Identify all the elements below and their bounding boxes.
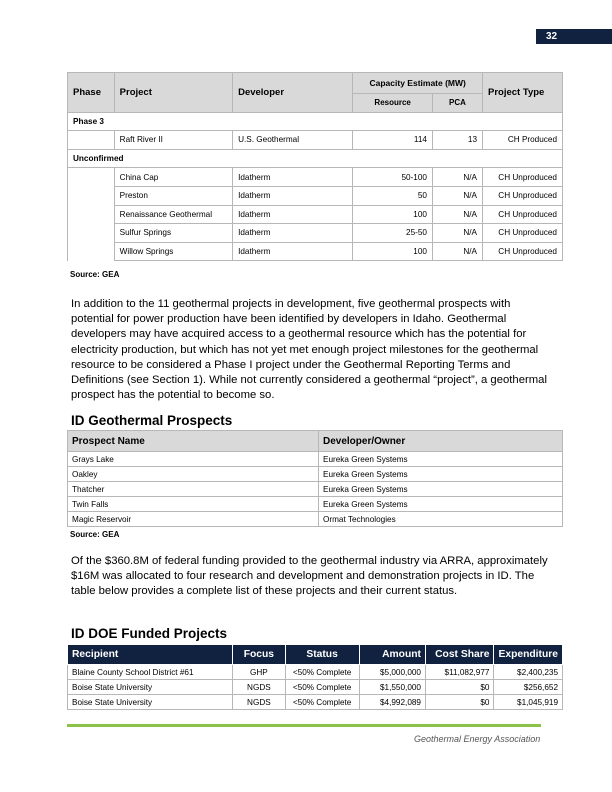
developer-cell: U.S. Geothermal xyxy=(233,131,353,150)
developer-cell: Idatherm xyxy=(233,224,353,243)
recipient-cell: Boise State University xyxy=(68,680,233,695)
table-row xyxy=(68,482,563,497)
phase-table-body xyxy=(68,112,563,261)
footer-text: Geothermal Energy Association xyxy=(414,734,541,744)
type-cell: CH Produced xyxy=(483,131,563,150)
prospects-source: Source: GEA xyxy=(70,530,120,539)
group-row xyxy=(68,149,563,168)
col-developer-owner: Developer/Owner xyxy=(319,431,563,452)
col-developer: Developer xyxy=(233,73,353,113)
pca-cell: N/A xyxy=(432,168,482,187)
type-cell: CH Unproduced xyxy=(483,186,563,205)
phase-cell xyxy=(68,168,115,187)
prospect-name-cell: Magic Reservoir xyxy=(68,512,319,527)
status-cell: <50% Complete xyxy=(285,680,359,695)
status-cell: <50% Complete xyxy=(285,665,359,680)
project-cell: Preston xyxy=(114,186,232,205)
resource-cell: 50-100 xyxy=(353,168,433,187)
col-type: Project Type xyxy=(483,73,563,113)
recipient-cell: Blaine County School District #61 xyxy=(68,665,233,680)
phase-cell xyxy=(68,131,115,150)
project-cell: China Cap xyxy=(114,168,232,187)
cost-share-cell: $11,082,977 xyxy=(425,665,494,680)
developer-cell: Idatherm xyxy=(233,205,353,224)
resource-cell: 100 xyxy=(353,242,433,261)
table-row xyxy=(68,497,563,512)
group-label: Unconfirmed xyxy=(68,149,563,168)
amount-cell: $1,550,000 xyxy=(359,680,425,695)
footer-rule xyxy=(67,724,541,727)
owner-cell: Eureka Green Systems xyxy=(319,497,563,512)
resource-cell: 100 xyxy=(353,205,433,224)
table-row xyxy=(68,512,563,527)
table-row xyxy=(68,168,563,187)
col-resource: Resource xyxy=(353,94,433,113)
pca-cell: N/A xyxy=(432,224,482,243)
cost-share-cell: $0 xyxy=(425,680,494,695)
phase-cell xyxy=(68,205,115,224)
prospects-table-body xyxy=(68,452,563,527)
pca-cell: N/A xyxy=(432,242,482,261)
col-focus: Focus xyxy=(233,645,286,665)
project-cell: Willow Springs xyxy=(114,242,232,261)
pca-cell: N/A xyxy=(432,186,482,205)
doe-title: ID DOE Funded Projects xyxy=(71,626,228,641)
group-label: Phase 3 xyxy=(68,112,563,131)
cost-share-cell: $0 xyxy=(425,695,494,710)
status-cell: <50% Complete xyxy=(285,695,359,710)
prospect-name-cell: Twin Falls xyxy=(68,497,319,512)
group-row xyxy=(68,112,563,131)
focus-cell: GHP xyxy=(233,665,286,680)
table-row xyxy=(68,452,563,467)
focus-cell: NGDS xyxy=(233,680,286,695)
col-capacity: Capacity Estimate (MW) xyxy=(353,73,483,94)
type-cell: CH Unproduced xyxy=(483,242,563,261)
table-row xyxy=(68,224,563,243)
developer-cell: Idatherm xyxy=(233,242,353,261)
paragraph-funding: Of the $360.8M of federal funding provided to the geothermal industry via ARRA, approximately $16M was allocated to four research and development and demonstration projects in ID. The table below provides a complete list of these projects and their current status. xyxy=(71,555,548,598)
type-cell: CH Unproduced xyxy=(483,205,563,224)
developer-cell: Idatherm xyxy=(233,186,353,205)
expenditure-cell: $256,652 xyxy=(494,680,563,695)
resource-cell: 114 xyxy=(353,131,433,150)
prospect-name-cell: Oakley xyxy=(68,467,319,482)
developer-cell: Idatherm xyxy=(233,168,353,187)
owner-cell: Eureka Green Systems xyxy=(319,452,563,467)
col-project: Project xyxy=(114,73,232,113)
project-cell: Raft River II xyxy=(114,131,232,150)
page-number: 32 xyxy=(536,29,612,44)
col-expenditure: Expenditure xyxy=(494,645,563,665)
prospects-table xyxy=(67,430,563,527)
col-status: Status xyxy=(285,645,359,665)
pca-cell: 13 xyxy=(432,131,482,150)
resource-cell: 25-50 xyxy=(353,224,433,243)
table-row xyxy=(68,131,563,150)
col-cost-share: Cost Share xyxy=(425,645,494,665)
table-row xyxy=(68,205,563,224)
col-pca: PCA xyxy=(432,94,482,113)
type-cell: CH Unproduced xyxy=(483,168,563,187)
resource-cell: 50 xyxy=(353,186,433,205)
project-cell: Sulfur Springs xyxy=(114,224,232,243)
col-phase: Phase xyxy=(68,73,115,113)
col-prospect-name: Prospect Name xyxy=(68,431,319,452)
table-row xyxy=(68,467,563,482)
table-row xyxy=(68,680,563,695)
paragraph-prospects: In addition to the 11 geothermal projects in development, five geothermal prospects with potential for power production have been identified by developers in Idaho. Geothermal developers may have acquired access to a geothermal resource which has the potential for electricity production, but which has not yet met enough project milestones for the geothermal resource to be considered a Phase I project under the Geothermal Reporting Terms and Definitions (see Section 1). While not currently considered a geothermal “project”, a geothermal prospect has the potential to become so. xyxy=(71,298,547,402)
amount-cell: $4,992,089 xyxy=(359,695,425,710)
owner-cell: Eureka Green Systems xyxy=(319,482,563,497)
phase-cell xyxy=(68,186,115,205)
pca-cell: N/A xyxy=(432,205,482,224)
focus-cell: NGDS xyxy=(233,695,286,710)
recipient-cell: Boise State University xyxy=(68,695,233,710)
owner-cell: Eureka Green Systems xyxy=(319,467,563,482)
owner-cell: Ormat Technologies xyxy=(319,512,563,527)
prospect-name-cell: Thatcher xyxy=(68,482,319,497)
doe-table xyxy=(67,644,563,710)
prospects-title: ID Geothermal Prospects xyxy=(71,413,233,428)
table-row xyxy=(68,695,563,710)
phase-table xyxy=(67,72,563,261)
phase-cell xyxy=(68,224,115,243)
type-cell: CH Unproduced xyxy=(483,224,563,243)
project-cell: Renaissance Geothermal xyxy=(114,205,232,224)
table-row xyxy=(68,665,563,680)
table-row xyxy=(68,186,563,205)
expenditure-cell: $2,400,235 xyxy=(494,665,563,680)
amount-cell: $5,000,000 xyxy=(359,665,425,680)
col-amount: Amount xyxy=(359,645,425,665)
doe-table-body xyxy=(68,665,563,710)
phase-source: Source: GEA xyxy=(70,270,120,279)
phase-cell xyxy=(68,242,115,261)
prospect-name-cell: Grays Lake xyxy=(68,452,319,467)
col-recipient: Recipient xyxy=(68,645,233,665)
expenditure-cell: $1,045,919 xyxy=(494,695,563,710)
table-row xyxy=(68,242,563,261)
